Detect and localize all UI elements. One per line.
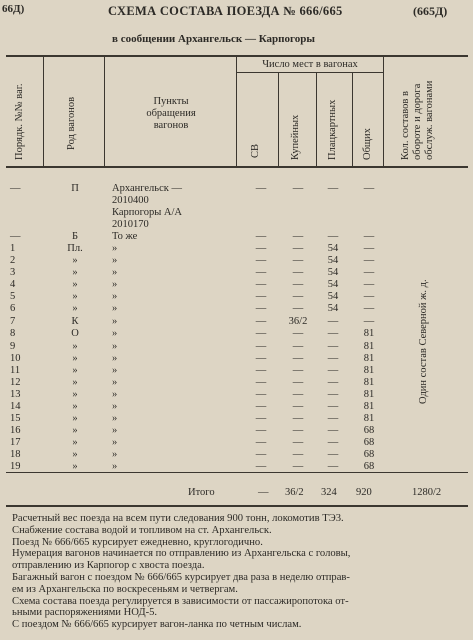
cell-points: Карпогоры А/А bbox=[112, 207, 182, 218]
cell-sv: — bbox=[255, 365, 267, 376]
cell-kind: » bbox=[72, 401, 78, 412]
cell-points: » bbox=[112, 303, 118, 314]
cell-points: » bbox=[112, 243, 118, 254]
col-divider bbox=[383, 55, 384, 167]
cell-num: 16 bbox=[10, 425, 21, 436]
header-sv: СВ bbox=[250, 143, 261, 158]
cell-num: 4 bbox=[10, 279, 16, 290]
header-num: Порядк. №№ ваг. bbox=[14, 83, 25, 160]
cell-kind: Пл. bbox=[67, 243, 83, 254]
cell-kupe: — bbox=[292, 231, 304, 242]
cell-num: 12 bbox=[10, 377, 21, 388]
cell-kupe: — bbox=[292, 243, 304, 254]
cell-kind: » bbox=[72, 279, 78, 290]
cell-platz: — bbox=[327, 377, 339, 388]
cell-kind: » bbox=[72, 291, 78, 302]
cell-points: » bbox=[112, 365, 118, 376]
cell-obsh: 81 bbox=[363, 328, 375, 339]
cell-obsh: — bbox=[363, 267, 375, 278]
cell-sv: — bbox=[255, 425, 267, 436]
cell-kupe: — bbox=[292, 353, 304, 364]
cell-obsh: — bbox=[363, 243, 375, 254]
cell-obsh: 68 bbox=[363, 437, 375, 448]
cell-kupe: — bbox=[292, 255, 304, 266]
page-title: СХЕМА СОСТАВА ПОЕЗДА № 666/665 bbox=[108, 4, 343, 18]
table-top-rule bbox=[6, 55, 468, 57]
cell-points: 2010400 bbox=[112, 195, 149, 206]
cell-kupe: — bbox=[292, 291, 304, 302]
totals-kupe: 36/2 bbox=[285, 487, 304, 498]
cell-kind: » bbox=[72, 413, 78, 424]
note-line: отправлению из Карпогор с хвоста поезда. bbox=[12, 560, 205, 572]
cell-num: 5 bbox=[10, 291, 16, 302]
cell-obsh: 81 bbox=[363, 377, 375, 388]
cell-num: 13 bbox=[10, 389, 21, 400]
cell-sv: — bbox=[255, 243, 267, 254]
cell-kupe: 36/2 bbox=[288, 316, 308, 327]
cell-platz: — bbox=[327, 401, 339, 412]
cell-points: » bbox=[112, 413, 118, 424]
note-line: Схема состава поезда регулируется в зависимости от пассажиропотока от- bbox=[12, 595, 349, 607]
cell-obsh: 81 bbox=[363, 413, 375, 424]
cell-kind: » bbox=[72, 425, 78, 436]
col-divider bbox=[236, 55, 237, 167]
cell-kupe: — bbox=[292, 267, 304, 278]
cell-kupe: — bbox=[292, 341, 304, 352]
cell-kind: » bbox=[72, 365, 78, 376]
notes-block bbox=[12, 513, 468, 631]
cell-kupe: — bbox=[292, 437, 304, 448]
cell-sv: — bbox=[255, 231, 267, 242]
cell-num: 3 bbox=[10, 267, 16, 278]
cell-points: » bbox=[112, 328, 118, 339]
cell-kupe: — bbox=[292, 365, 304, 376]
cell-platz: — bbox=[327, 328, 339, 339]
cell-platz: 54 bbox=[327, 267, 339, 278]
note-line: Расчетный вес поезда на всем пути следования 900 тонн, локомотив ТЭ3. bbox=[12, 513, 344, 524]
cell-kupe: — bbox=[292, 377, 304, 388]
cell-kupe: — bbox=[292, 303, 304, 314]
cell-sv: — bbox=[255, 461, 267, 472]
cell-sv: — bbox=[255, 353, 267, 364]
cell-platz: 54 bbox=[327, 291, 339, 302]
cell-kupe: — bbox=[292, 449, 304, 460]
col-divider bbox=[352, 72, 353, 167]
cell-platz: — bbox=[327, 341, 339, 352]
cell-platz: — bbox=[327, 183, 339, 194]
note-line: Багажный вагон с поездом № 666/665 курсирует два раза в неделю отправ- bbox=[12, 571, 350, 583]
header-seats-group: Число мест в вагонах bbox=[262, 59, 358, 70]
cell-kind: П bbox=[71, 183, 79, 194]
cell-sv: — bbox=[255, 341, 267, 352]
cell-kind: » bbox=[72, 255, 78, 266]
cell-points: » bbox=[112, 449, 118, 460]
cell-platz: — bbox=[327, 425, 339, 436]
cell-sv: — bbox=[255, 401, 267, 412]
cell-num: 8 bbox=[10, 328, 16, 339]
cell-kind: » bbox=[72, 303, 78, 314]
cell-num: 6 bbox=[10, 303, 16, 314]
header-sets: Кол. составов в обороте и дорога обслуж. вагонами bbox=[400, 80, 435, 160]
cell-points: » bbox=[112, 425, 118, 436]
note-line: Нумерация вагонов начинается по отправлению из Архангельска с головы, bbox=[12, 548, 351, 560]
header-points: Пункты обращения вагонов bbox=[146, 96, 196, 131]
cell-kupe: — bbox=[292, 413, 304, 424]
cell-obsh: 68 bbox=[363, 449, 375, 460]
cell-platz: — bbox=[327, 389, 339, 400]
cell-obsh: 68 bbox=[363, 425, 375, 436]
cell-platz: — bbox=[327, 316, 339, 327]
totals-platz: 324 bbox=[321, 487, 337, 498]
cell-num: 9 bbox=[10, 341, 16, 352]
cell-platz: 54 bbox=[327, 243, 339, 254]
cell-kind: » bbox=[72, 449, 78, 460]
header-obsh: Общих bbox=[362, 128, 373, 160]
cell-num: — bbox=[10, 183, 21, 194]
cell-sv: — bbox=[255, 437, 267, 448]
cell-num: 17 bbox=[10, 437, 21, 448]
cell-points: » bbox=[112, 461, 118, 472]
cell-sv: — bbox=[255, 377, 267, 388]
cell-num: 10 bbox=[10, 353, 21, 364]
cell-platz: — bbox=[327, 449, 339, 460]
cell-platz: 54 bbox=[327, 303, 339, 314]
cell-kupe: — bbox=[292, 461, 304, 472]
cell-kind: » bbox=[72, 389, 78, 400]
col-divider bbox=[104, 55, 105, 167]
cell-platz: 54 bbox=[327, 255, 339, 266]
cell-num: 2 bbox=[10, 255, 16, 266]
col-divider bbox=[43, 55, 44, 167]
cell-points: То же bbox=[112, 231, 138, 242]
cell-points: Архангельск — bbox=[112, 183, 182, 194]
cell-kind: » bbox=[72, 461, 78, 472]
col-divider bbox=[316, 72, 317, 167]
cell-sv: — bbox=[255, 279, 267, 290]
cell-points: » bbox=[112, 291, 118, 302]
cell-kupe: — bbox=[292, 279, 304, 290]
totals-sv: — bbox=[258, 487, 269, 498]
cell-sv: — bbox=[255, 291, 267, 302]
cell-num: 1 bbox=[10, 243, 16, 254]
cell-sv: — bbox=[255, 389, 267, 400]
note-line: Снабжение состава водой и топливом на ст. Архангельск. bbox=[12, 524, 272, 536]
cell-platz: 54 bbox=[327, 279, 339, 290]
header-right-code: (665Д) bbox=[413, 4, 448, 18]
sets-note: Один состав Северной ж. д. bbox=[418, 279, 429, 404]
cell-points: » bbox=[112, 389, 118, 400]
cell-kupe: — bbox=[292, 401, 304, 412]
cell-obsh: 81 bbox=[363, 353, 375, 364]
cell-kupe: — bbox=[292, 389, 304, 400]
cell-sv: — bbox=[255, 255, 267, 266]
cell-sv: — bbox=[255, 183, 267, 194]
cell-kupe: — bbox=[292, 328, 304, 339]
cell-num: — bbox=[10, 231, 21, 242]
cell-obsh: — bbox=[363, 316, 375, 327]
cell-num: 7 bbox=[10, 316, 16, 327]
cell-num: 18 bbox=[10, 449, 21, 460]
cell-sv: — bbox=[255, 449, 267, 460]
cell-points: » bbox=[112, 401, 118, 412]
cell-points: » bbox=[112, 437, 118, 448]
cell-kind: » bbox=[72, 437, 78, 448]
cell-obsh: — bbox=[363, 291, 375, 302]
cell-obsh: 81 bbox=[363, 365, 375, 376]
cell-platz: — bbox=[327, 437, 339, 448]
cell-obsh: 81 bbox=[363, 341, 375, 352]
cell-kind: Б bbox=[71, 231, 79, 242]
cell-kind: » bbox=[72, 377, 78, 388]
cell-kind: К bbox=[71, 316, 79, 327]
cell-platz: — bbox=[327, 461, 339, 472]
totals-all: 1280/2 bbox=[412, 487, 442, 498]
note-line: С поездом № 666/665 курсирует вагон-ланка по четным числам. bbox=[12, 619, 302, 631]
cell-sv: — bbox=[255, 303, 267, 314]
note-line: ьными распоряжениями НОД-5. bbox=[12, 607, 158, 619]
cell-points: 2010170 bbox=[112, 219, 149, 230]
cell-obsh: 81 bbox=[363, 389, 375, 400]
cell-kupe: — bbox=[292, 425, 304, 436]
cell-obsh: — bbox=[363, 303, 375, 314]
cell-kupe: — bbox=[292, 183, 304, 194]
cell-points: » bbox=[112, 255, 118, 266]
page-subtitle: в сообщении Архангельск — Карпогоры bbox=[112, 33, 315, 45]
header-platz: Плацкартных bbox=[327, 99, 338, 160]
seats-group-rule bbox=[236, 72, 383, 73]
cell-num: 15 bbox=[10, 413, 21, 424]
cell-points: » bbox=[112, 377, 118, 388]
note-line: ем из Архангельска по воскресеньям и четвергам. bbox=[12, 583, 238, 595]
header-left-code: 66Д) bbox=[2, 3, 25, 15]
cell-kind: » bbox=[72, 353, 78, 364]
cell-obsh: 68 bbox=[363, 461, 375, 472]
cell-obsh: — bbox=[363, 255, 375, 266]
cell-points: » bbox=[112, 353, 118, 364]
cell-obsh: — bbox=[363, 279, 375, 290]
note-line: Поезд № 666/665 курсирует ежедневно, круглогодично. bbox=[12, 536, 263, 548]
cell-kind: » bbox=[72, 341, 78, 352]
cell-kind: О bbox=[71, 328, 79, 339]
cell-sv: — bbox=[255, 267, 267, 278]
table-bottom-rule bbox=[6, 505, 468, 507]
totals-label: Итого bbox=[188, 487, 215, 498]
cell-obsh: — bbox=[363, 183, 375, 194]
cell-points: » bbox=[112, 267, 118, 278]
cell-platz: — bbox=[327, 365, 339, 376]
cell-kind: » bbox=[72, 267, 78, 278]
header-kind: Род вагонов bbox=[66, 96, 77, 150]
header-kupe: Купейных bbox=[290, 114, 301, 160]
cell-sv: — bbox=[255, 316, 267, 327]
cell-num: 11 bbox=[10, 365, 21, 376]
cell-obsh: — bbox=[363, 231, 375, 242]
totals-obsh: 920 bbox=[356, 487, 372, 498]
cell-num: 14 bbox=[10, 401, 21, 412]
col-divider bbox=[278, 72, 279, 167]
cell-platz: — bbox=[327, 353, 339, 364]
cell-platz: — bbox=[327, 413, 339, 424]
cell-points: » bbox=[112, 316, 118, 327]
cell-num: 19 bbox=[10, 461, 21, 472]
header-bottom-rule bbox=[6, 166, 468, 168]
cell-sv: — bbox=[255, 328, 267, 339]
cell-platz: — bbox=[327, 231, 339, 242]
cell-sv: — bbox=[255, 413, 267, 424]
cell-obsh: 81 bbox=[363, 401, 375, 412]
cell-points: » bbox=[112, 341, 118, 352]
cell-points: » bbox=[112, 279, 118, 290]
